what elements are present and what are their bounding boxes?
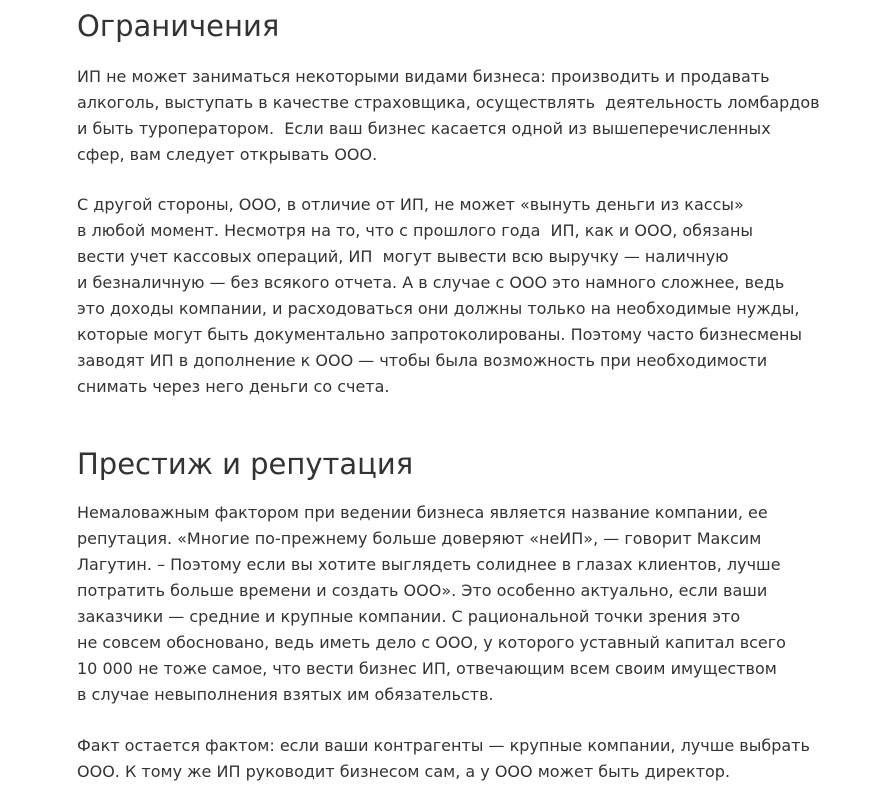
text-line: и безналичную — без всякого отчета. А в случае с ООО это намного сложнее, ведь: [77, 273, 785, 292]
paragraph-prestige-2: [77, 733, 810, 785]
text-line: репутация. «Многие по-прежнему больше доверяют «неИП», — говорит Максим: [77, 529, 762, 548]
text-line: снимать через него деньги со счета.: [77, 377, 390, 396]
text-line: вести учет кассовых операций, ИП могут вывести всю выручку — наличную: [77, 247, 729, 266]
section-heading-restrictions: Ограничения: [77, 9, 280, 43]
text-line: Факт остается фактом: если ваши контрагенты — крупные компании, лучше выбрать: [77, 736, 810, 755]
text-line: ООО. К тому же ИП руководит бизнесом сам, а у ООО может быть директор.: [77, 762, 731, 781]
text-line: которые могут быть документально запротоколированы. Поэтому часто бизнесмены: [77, 325, 803, 344]
text-line: ИП не может заниматься некоторыми видами бизнеса: производить и продавать: [77, 67, 770, 86]
text-line: потратить больше времени и создать ООО». Это особенно актуально, если ваши: [77, 581, 768, 600]
text-line: и быть туроператором. Если ваш бизнес касается одной из вышеперечисленных: [77, 119, 771, 138]
text-line: С другой стороны, ООО, в отличие от ИП, не может «вынуть деньги из кассы»: [77, 195, 744, 214]
text-line: 10 000 не тоже самое, что вести бизнес ИП, отвечающим всем своим имуществом: [77, 659, 777, 678]
text-line: в любой момент. Несмотря на то, что с прошлого года ИП, как и ООО, обязаны: [77, 221, 754, 240]
paragraph-restrictions-1: [77, 64, 820, 168]
text-line: заказчики — средние и крупные компании. С рациональной точки зрения это: [77, 607, 741, 626]
paragraph-restrictions-2: [77, 192, 802, 400]
paragraph-prestige-1: [77, 500, 786, 708]
text-line: это доходы компании, и расходоваться они должны только на необходимые нужды,: [77, 299, 800, 318]
text-line: Лагутин. – Поэтому если вы хотите выглядеть солиднее в глазах клиентов, лучше: [77, 555, 781, 574]
text-line: заводят ИП в дополнение к ООО — чтобы была возможность при необходимости: [77, 351, 768, 370]
text-line: Немаловажным фактором при ведении бизнеса является название компании, ее: [77, 503, 768, 522]
text-line: сфер, вам следует открывать ООО.: [77, 145, 378, 164]
text-line: в случае невыполнения взятых им обязательств.: [77, 685, 494, 704]
text-line: алкоголь, выступать в качестве страховщика, осуществлять деятельность ломбардов: [77, 93, 820, 112]
text-line: не совсем обосновано, ведь иметь дело с ООО, у которого уставный капитал всего: [77, 633, 786, 652]
section-heading-prestige: Престиж и репутация: [77, 447, 414, 481]
